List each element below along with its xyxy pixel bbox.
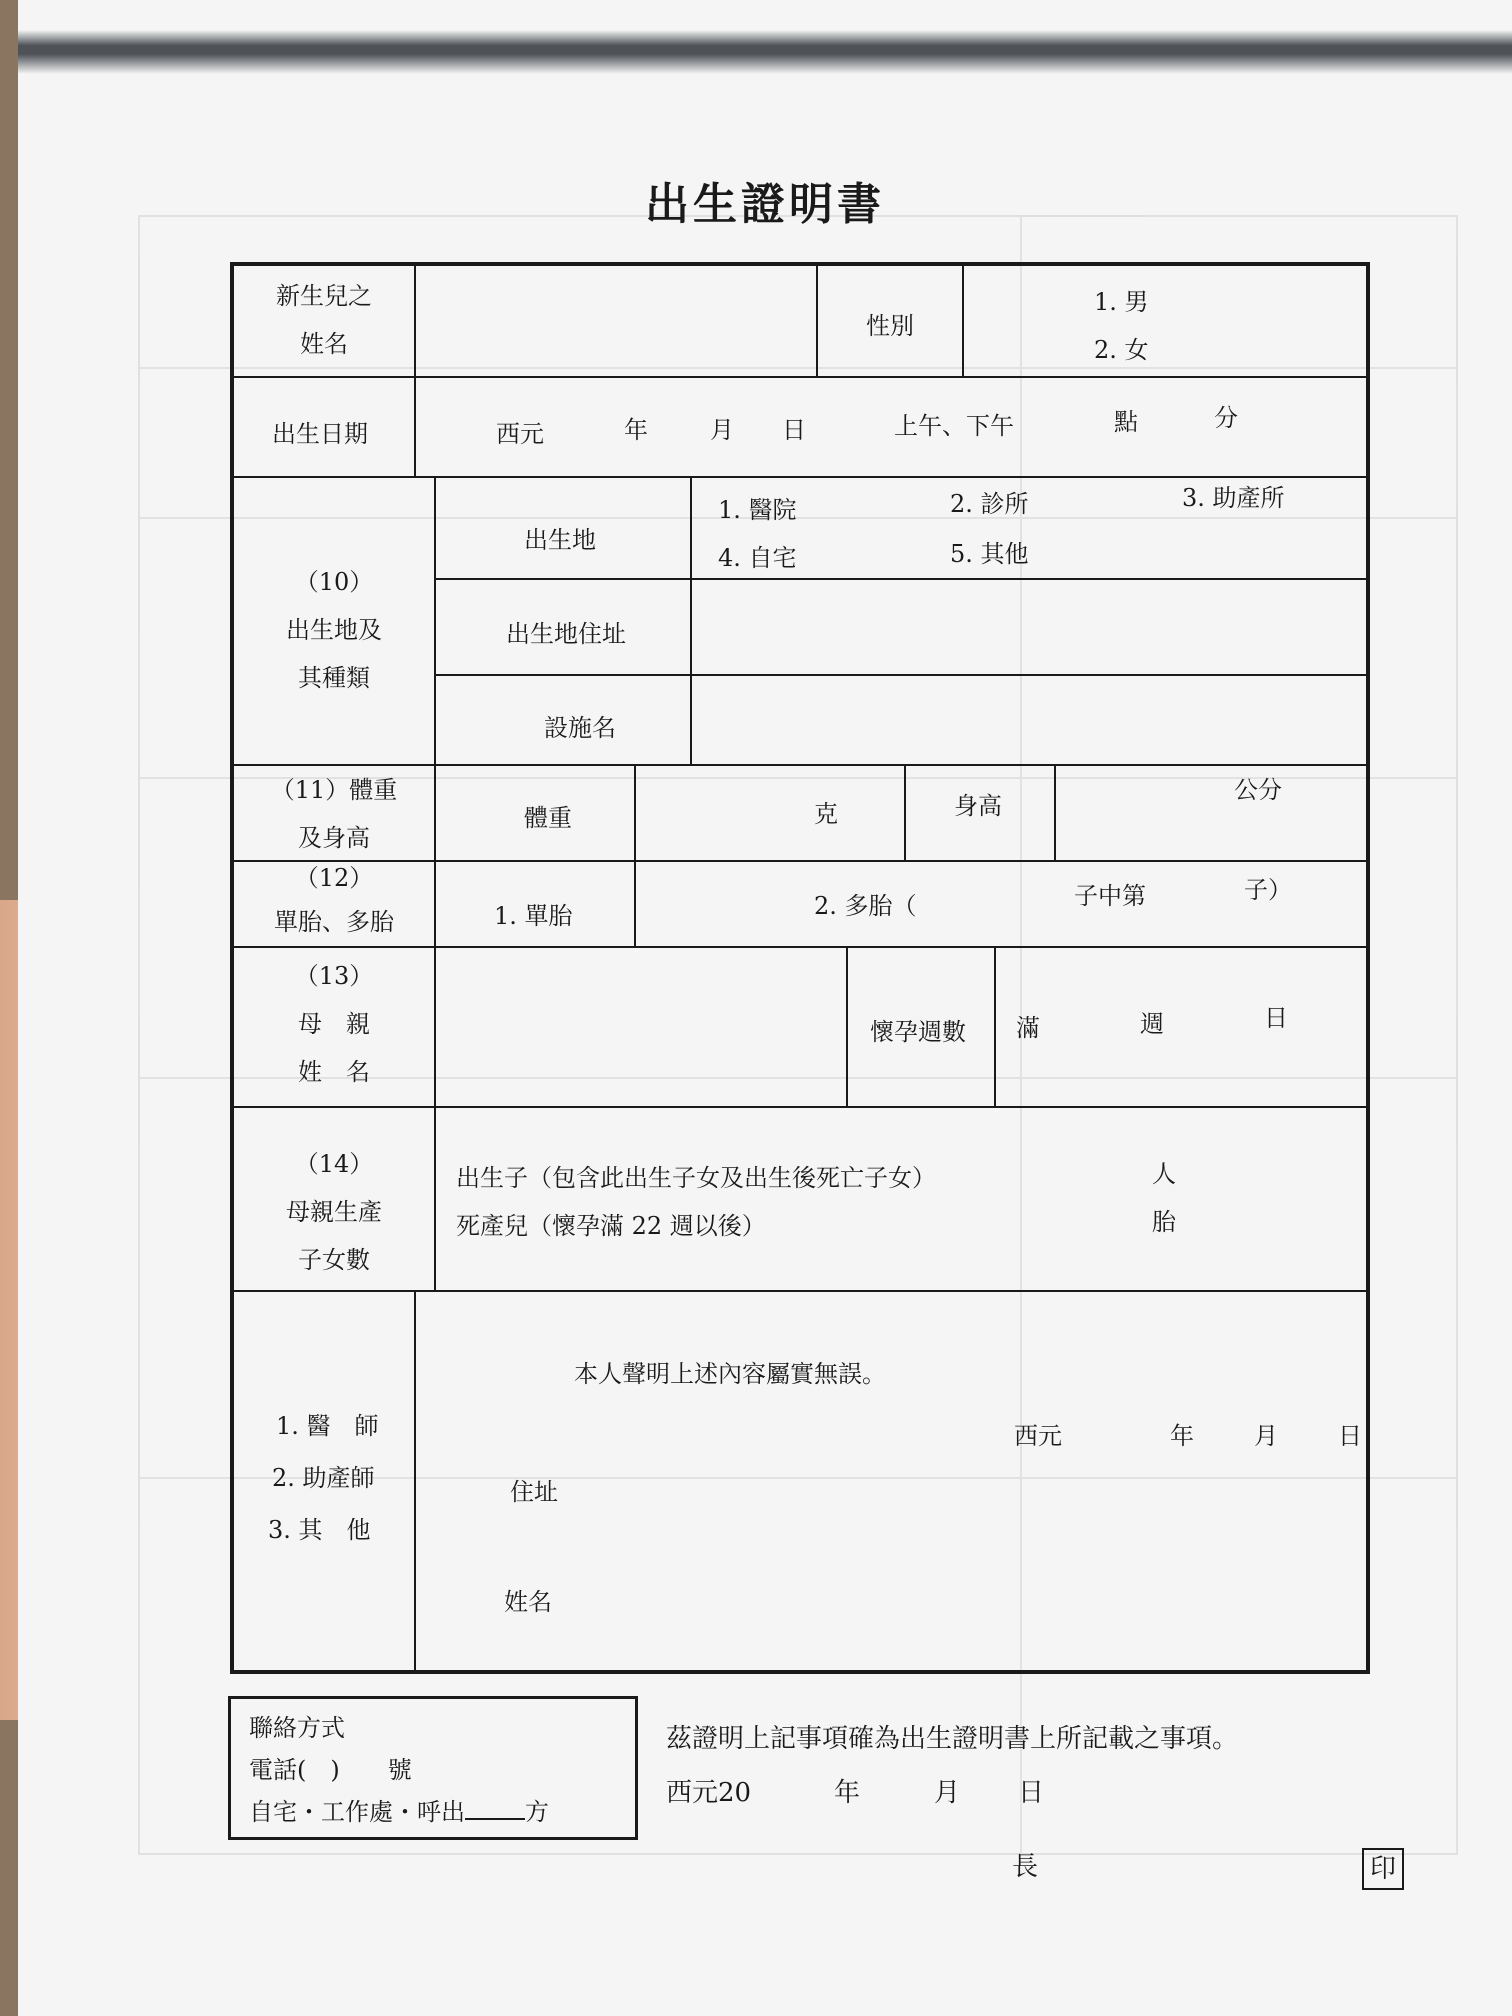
contact-blank[interactable] <box>465 1818 525 1820</box>
single-birth-option[interactable]: 1. 單胎 <box>494 902 573 930</box>
contact-box <box>228 1696 638 1840</box>
certification-chief: 長 <box>1012 1852 1039 1882</box>
weight-unit: 克 <box>814 800 838 828</box>
certification-year: 年 <box>834 1778 861 1808</box>
birthdate-month: 月 <box>710 416 734 444</box>
declaration-year: 年 <box>1170 1422 1194 1450</box>
row-certifier <box>234 1292 1366 1674</box>
gestation-day: 日 <box>1264 1004 1288 1032</box>
birthdate-hour: 點 <box>1114 408 1138 436</box>
height-label: 身高 <box>954 792 1002 820</box>
count-unit-fetus: 胎 <box>1152 1208 1176 1236</box>
seal-box: 印 <box>1362 1848 1404 1890</box>
row-single-multiple <box>234 862 1366 948</box>
birth-certificate-form <box>230 262 1370 1674</box>
certifier-option-other[interactable]: 3. 其 他 <box>268 1516 371 1544</box>
place-option-other[interactable]: 5. 其他 <box>950 540 1029 568</box>
weight-label: 體重 <box>524 804 572 832</box>
contact-locations[interactable]: 自宅・工作處・呼出 <box>249 1798 465 1826</box>
place-option-home[interactable]: 4. 自宅 <box>718 544 797 572</box>
gestation-label: 懷孕週數 <box>870 1018 966 1046</box>
plural-section-label: （12） 單胎、多胎 <box>274 864 394 936</box>
facility-name-field[interactable] <box>704 690 1344 754</box>
birthdate-ampm[interactable]: 上午、下午 <box>894 412 1014 440</box>
certification-month: 月 <box>934 1778 961 1808</box>
row-mother-name <box>234 948 1366 1108</box>
contact-phone[interactable]: 電話( ) 號 <box>249 1756 412 1784</box>
certifier-address-field[interactable] <box>594 1462 1314 1512</box>
height-unit: 公分 <box>1234 776 1282 804</box>
certifier-address-label: 住址 <box>510 1478 558 1506</box>
birthdate-label: 出生日期 <box>272 420 368 448</box>
certification-era: 西元20 <box>666 1778 752 1808</box>
row-weight-height <box>234 766 1366 862</box>
declaration-era: 西元 <box>1014 1422 1062 1450</box>
sex-label: 性別 <box>866 312 914 340</box>
row-newborn-name <box>234 266 1366 378</box>
born-children-line: 出生子（包含此出生子女及出生後死亡子女） <box>456 1164 936 1192</box>
facility-name-label: 設施名 <box>544 714 616 742</box>
document-title: 出生證明書 <box>645 179 885 230</box>
birthdate-minute: 分 <box>1214 404 1238 432</box>
certifier-option-doctor[interactable]: 1. 醫 師 <box>276 1412 379 1440</box>
certification-day: 日 <box>1018 1778 1045 1808</box>
declaration-day: 日 <box>1338 1422 1362 1450</box>
certifier-option-midwife[interactable]: 2. 助產師 <box>272 1464 375 1492</box>
certifier-name-field[interactable] <box>594 1572 1314 1622</box>
place-option-midwifery[interactable]: 3. 助產所 <box>1182 484 1285 512</box>
children-count-label: （14） 母親生產 子女數 <box>286 1150 382 1274</box>
declaration-text: 本人聲明上述內容屬實無誤。 <box>574 1360 886 1388</box>
mother-name-field[interactable] <box>448 968 828 1088</box>
birthdate-era: 西元 <box>496 420 544 448</box>
gestation-week: 週 <box>1140 1010 1164 1038</box>
paper-top-band <box>18 30 1512 74</box>
contact-suffix: 方 <box>525 1798 549 1826</box>
contact-locations-line <box>249 1791 617 1833</box>
gestation-full: 滿 <box>1016 1014 1040 1042</box>
birthplace-address-field[interactable] <box>704 596 1344 660</box>
birthplace-section-label: （10） 出生地及 其種類 <box>286 568 382 692</box>
declaration-month: 月 <box>1254 1422 1278 1450</box>
multiple-birth-order: 子中第 <box>1074 882 1146 910</box>
sex-option-female[interactable]: 2. 女 <box>1094 336 1149 364</box>
birthdate-day: 日 <box>782 416 806 444</box>
newborn-name-field[interactable] <box>424 286 804 356</box>
birthplace-label: 出生地 <box>524 526 596 554</box>
contact-heading: 聯絡方式 <box>249 1714 345 1742</box>
count-unit-person: 人 <box>1152 1160 1176 1188</box>
mother-name-label: （13） 母 親 姓 名 <box>294 962 374 1086</box>
multiple-birth-close: 子） <box>1244 876 1292 904</box>
multiple-birth-option[interactable]: 2. 多胎（ <box>814 892 917 920</box>
certification-statement: 茲證明上記事項確為出生證明書上所記載之事項。 <box>666 1724 1239 1754</box>
paper-sheet <box>18 0 1512 2016</box>
place-option-clinic[interactable]: 2. 診所 <box>950 490 1029 518</box>
weight-section-label: （11）體重 及身高 <box>270 776 398 852</box>
row-birthplace <box>234 478 1366 766</box>
newborn-name-label: 新生兒之 姓名 <box>276 282 372 358</box>
place-option-hospital[interactable]: 1. 醫院 <box>718 496 797 524</box>
birthdate-year: 年 <box>624 416 648 444</box>
certifier-name-label: 姓名 <box>504 1588 552 1616</box>
sex-option-male[interactable]: 1. 男 <box>1094 288 1149 316</box>
row-children-count <box>234 1108 1366 1292</box>
row-birth-date <box>234 378 1366 478</box>
birthplace-address-label: 出生地住址 <box>506 620 626 648</box>
stillborn-line: 死產兒（懷孕滿 22 週以後） <box>456 1212 766 1240</box>
